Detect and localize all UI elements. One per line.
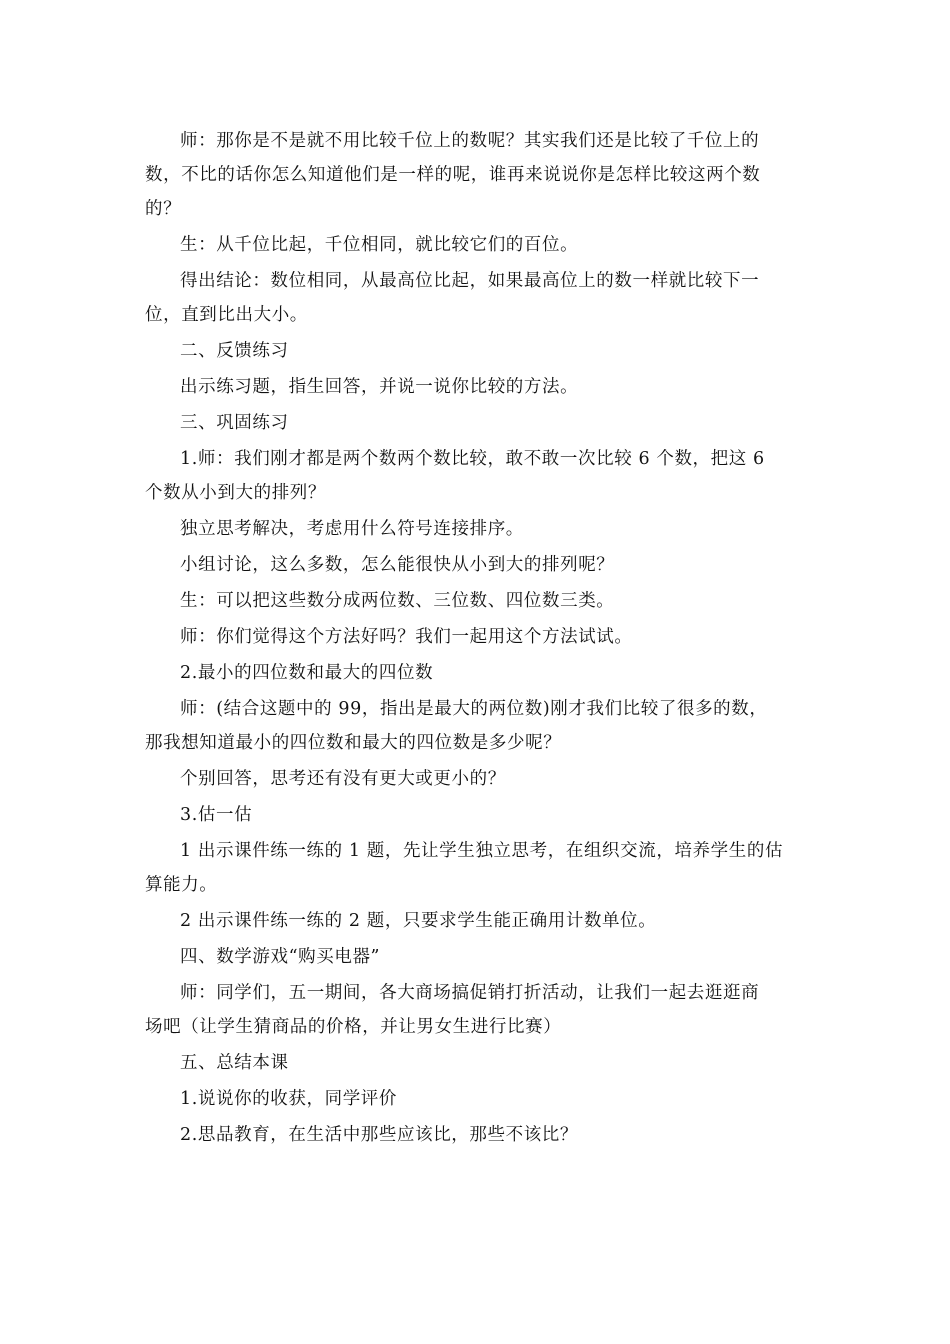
text-line: 1.师：我们刚才都是两个数两个数比较，敢不敢一次比较 6 个数，把这 6: [180, 449, 765, 469]
text-line: 得出结论：数位相同，从最高位比起，如果最高位上的数一样就比较下一: [180, 271, 760, 291]
text-line: 师：那你是不是就不用比较千位上的数呢？其实我们还是比较了千位上的: [180, 131, 760, 151]
text-line: 位，直到比出大小。: [145, 305, 308, 325]
text-line: 1 出示课件练一练的 1 题，先让学生独立思考，在组织交流，培养学生的估: [180, 841, 784, 861]
paragraph: [145, 228, 813, 262]
text-line: 生：从千位比起，千位相同，就比较它们的百位。: [180, 235, 579, 255]
text-line: 出示练习题，指生回答，并说一说你比较的方法。: [180, 377, 579, 397]
paragraph: [145, 442, 813, 510]
paragraph: [145, 264, 813, 332]
text-line: 那我想知道最小的四位数和最大的四位数是多少呢？: [145, 733, 562, 753]
paragraph: [145, 1082, 813, 1116]
paragraph: [145, 834, 813, 902]
text-line: 二、反馈练习: [180, 341, 289, 361]
text-line: 2 出示课件练一练的 2 题，只要求学生能正确用计数单位。: [180, 911, 657, 931]
text-line: 五、总结本课: [180, 1053, 289, 1073]
paragraph: [145, 692, 813, 760]
text-line: 独立思考解决，考虑用什么符号连接排序。: [180, 519, 524, 539]
paragraph: [145, 512, 813, 546]
paragraph: [145, 762, 813, 796]
text-line: 3.估一估: [180, 805, 253, 825]
paragraph: [145, 798, 813, 832]
paragraph: [145, 656, 813, 690]
paragraph: [145, 904, 813, 938]
text-line: 算能力。: [145, 875, 218, 895]
paragraph: [145, 976, 813, 1044]
paragraph: [145, 1046, 813, 1080]
text-line: 三、巩固练习: [180, 413, 289, 433]
text-line: 师：你们觉得这个方法好吗？我们一起用这个方法试试。: [180, 627, 633, 647]
text-line: 个别回答，思考还有没有更大或更小的？: [180, 769, 506, 789]
text-line: 师：(结合这题中的 99，指出是最大的两位数)刚才我们比较了很多的数，: [180, 699, 768, 719]
paragraph: [145, 584, 813, 618]
paragraph: [145, 548, 813, 582]
paragraph: [145, 370, 813, 404]
text-line: 小组讨论，这么多数，怎么能很快从小到大的排列呢？: [180, 555, 615, 575]
text-line: 师：同学们，五一期间，各大商场搞促销打折活动，让我们一起去逛逛商: [180, 983, 760, 1003]
paragraph: [145, 620, 813, 654]
text-line: 2.思品教育，在生活中那些应该比，那些不该比？: [180, 1125, 578, 1145]
text-line: 个数从小到大的排列？: [145, 483, 326, 503]
paragraph: [145, 406, 813, 440]
document-body: [145, 124, 813, 1154]
text-line: 数，不比的话你怎么知道他们是一样的呢，谁再来说说你是怎样比较这两个数: [145, 165, 761, 185]
text-line: 场吧（让学生猜商品的价格，并让男女生进行比赛）: [145, 1017, 562, 1037]
text-line: 的？: [145, 199, 182, 219]
paragraph: [145, 334, 813, 368]
text-line: 1.说说你的收获，同学评价: [180, 1089, 397, 1109]
text-line: 生：可以把这些数分成两位数、三位数、四位数三类。: [180, 591, 615, 611]
paragraph: [145, 940, 813, 974]
text-line: 2.最小的四位数和最大的四位数: [180, 663, 434, 683]
paragraph: [145, 1118, 813, 1152]
text-line: 四、数学游戏“购买电器”: [180, 947, 381, 967]
paragraph: [145, 124, 813, 226]
